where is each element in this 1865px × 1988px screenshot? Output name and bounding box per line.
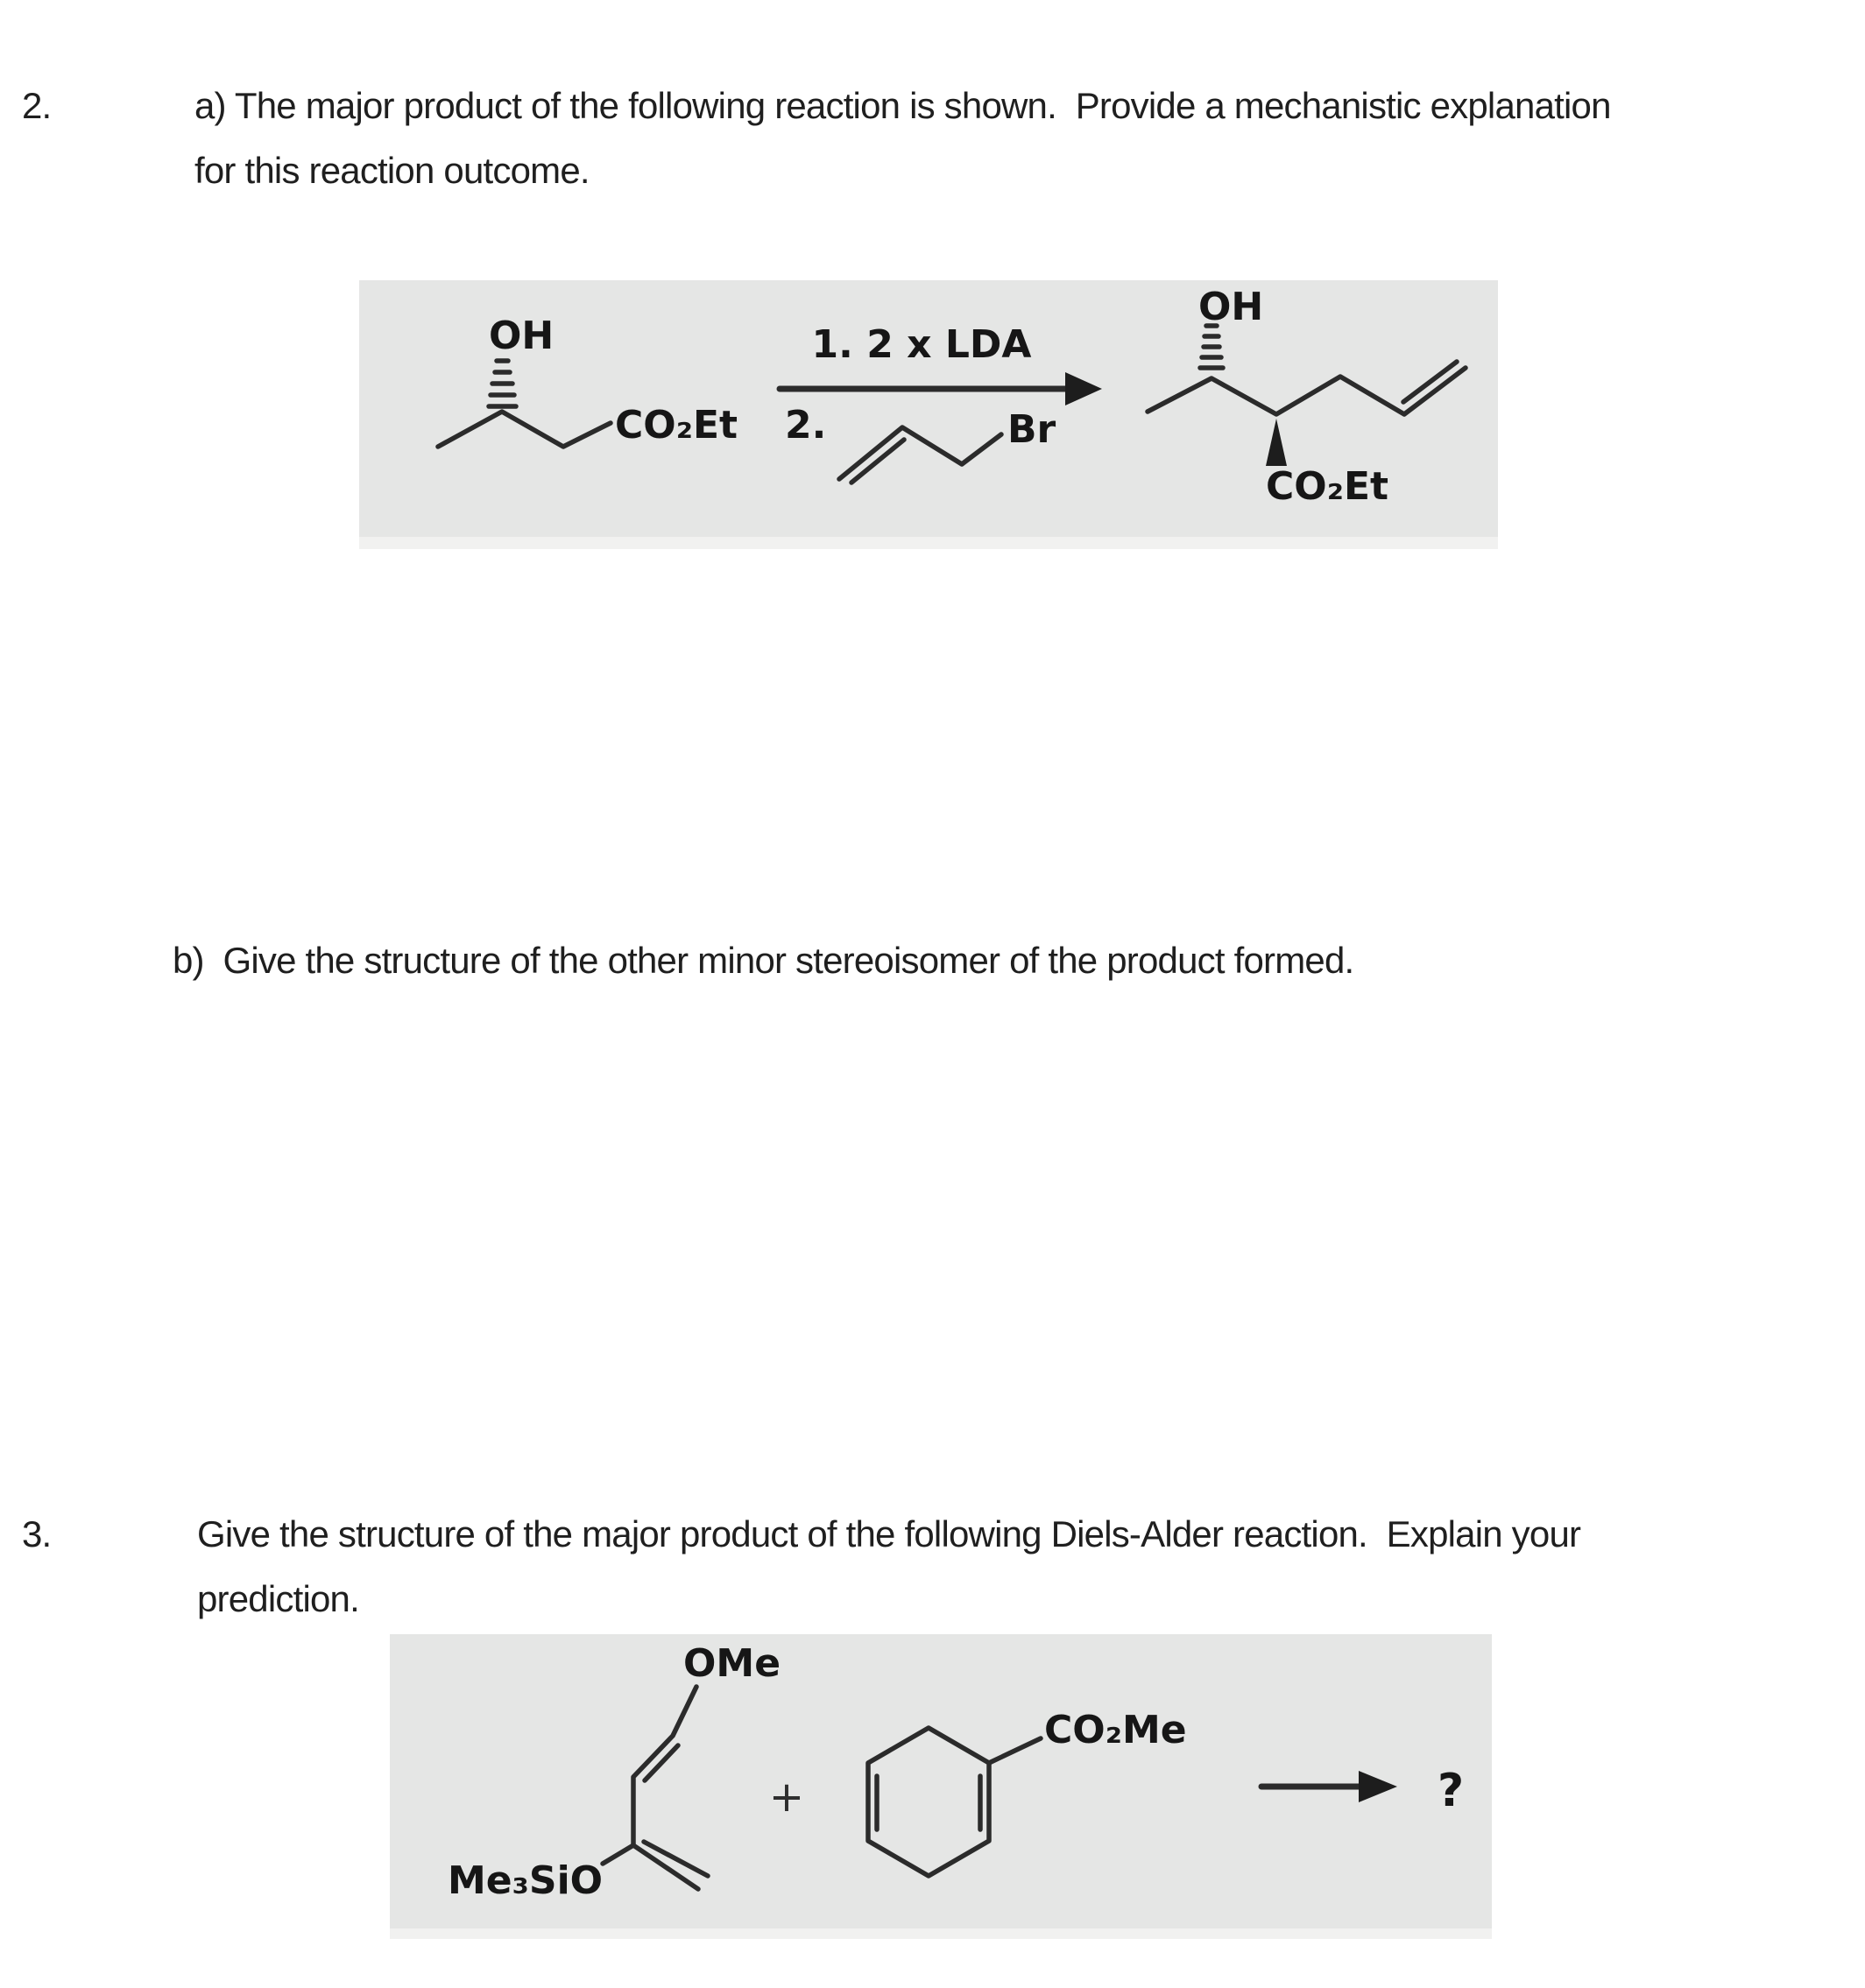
conditions-step1-label: 1. 2 x LDA — [811, 322, 1032, 367]
product-structure — [1148, 285, 1466, 509]
conditions-step2-number: 2. — [785, 403, 827, 448]
solid-wedge-bond — [1266, 419, 1287, 466]
reactant-ester-label: CO₂Et — [615, 403, 738, 448]
unknown-product-label: ? — [1438, 1765, 1465, 1817]
silyloxy-bond — [603, 1845, 633, 1864]
carbon-skeleton — [633, 1687, 696, 1845]
question-2b-text: b) Give the structure of the other minor stereoisomer of the product formed. — [173, 940, 1354, 981]
diene-methoxy-label: OMe — [683, 1641, 781, 1686]
dienophile-structure — [868, 1708, 1187, 1876]
reaction-scheme-1-drawing — [359, 280, 1498, 537]
diene-silyloxy-label: Me₃SiO — [448, 1858, 604, 1903]
ester-bond — [989, 1738, 1041, 1763]
reaction-scheme-2-panel-shadow — [390, 1928, 1492, 1939]
question-2a-text-line-2: for this reaction outcome. — [194, 150, 590, 191]
dienophile-ester-label: CO₂Me — [1044, 1708, 1187, 1752]
reaction-conditions — [780, 322, 1102, 483]
danishefsky-diene-structure — [448, 1641, 781, 1903]
question-3-number: 3. — [22, 1513, 52, 1554]
arrow-head — [1065, 372, 1102, 405]
product-ester-label: CO₂Et — [1266, 464, 1389, 509]
product-oh-label: OH — [1198, 285, 1264, 329]
allyl-bromide-br-label: Br — [1007, 407, 1056, 452]
reaction-scheme-1-panel-shadow — [359, 537, 1498, 549]
reaction-scheme-1-panel — [359, 280, 1498, 537]
question-3-text-line-2: prediction. — [197, 1578, 359, 1619]
plus-sign: + — [768, 1773, 805, 1822]
reaction-arrow-icon — [780, 372, 1102, 405]
carbon-skeleton — [438, 412, 611, 447]
question-2-number: 2. — [22, 85, 52, 126]
reactant-structure — [438, 314, 738, 448]
arrow-head — [1359, 1771, 1397, 1802]
allyl-bromide-structure — [839, 407, 1056, 483]
ring-skeleton — [868, 1728, 989, 1876]
hashed-wedge-bond — [1200, 326, 1223, 368]
question-3-text-line-1: Give the structure of the major product of the following Diels-Alder reaction. Explain your — [197, 1513, 1581, 1554]
reaction-arrow-icon — [1261, 1771, 1397, 1802]
reaction-scheme-2-panel — [390, 1634, 1492, 1928]
reactant-oh-label: OH — [489, 314, 555, 358]
reaction-scheme-2-drawing — [390, 1634, 1492, 1928]
question-2a-text-line-1: a) The major product of the following reaction is shown. Provide a mechanistic explanation — [194, 85, 1611, 126]
hashed-wedge-bond — [489, 361, 516, 406]
